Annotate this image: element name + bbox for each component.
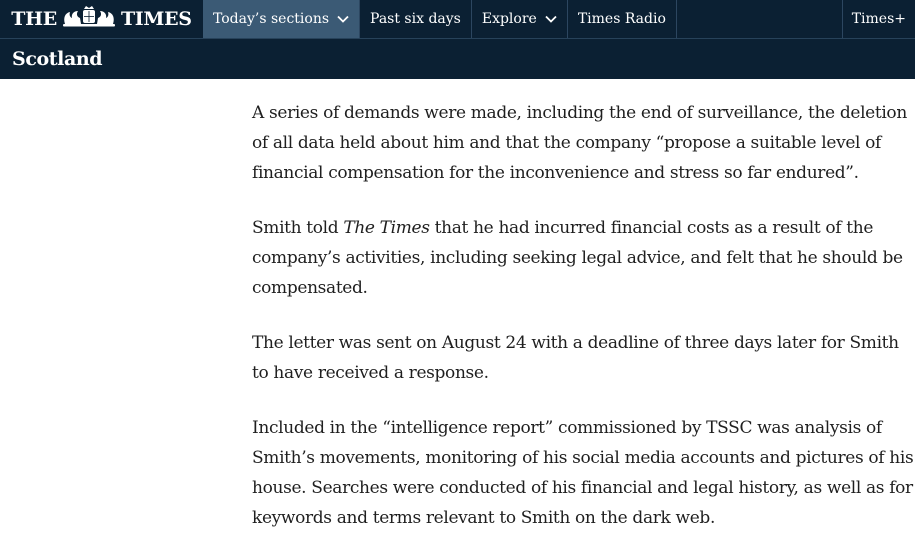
nav-past-six-days-label: Past six days	[370, 11, 461, 27]
nav-todays-sections[interactable]	[203, 0, 360, 38]
times-logo[interactable]	[0, 0, 203, 38]
nav-spacer	[677, 0, 842, 38]
article-body	[252, 98, 914, 558]
nav-explore[interactable]	[472, 0, 568, 38]
article-paragraph	[252, 213, 914, 303]
nav-times-radio[interactable]	[568, 0, 677, 38]
nav-times-plus[interactable]	[842, 0, 915, 38]
top-navigation-bar	[0, 0, 915, 39]
paragraph-text: Smith told	[252, 218, 344, 238]
chevron-down-icon	[337, 15, 349, 23]
section-title[interactable]: Scotland	[12, 48, 103, 70]
article-paragraph: A series of demands were made, including the end of surveillance, the deletion of all data held about him and that the company “propose a suitable level of financial compensation for the inconvenience and stress so far endured”.	[252, 103, 907, 183]
paragraph-text: that he had incurred financial costs as a result of the company’s activities, including seeking legal advice, and felt that he should be compensated.	[252, 218, 903, 298]
logo-word-times: TIMES	[120, 8, 192, 30]
nav-explore-label: Explore	[481, 11, 537, 27]
article-paragraph: Included in the “intelligence report” commissioned by TSSC was analysis of Smith’s movements, monitoring of his social media accounts and pictures of his house. Searches were conducted of his financial and legal history, as well as for keywords and terms relevant to Smith on the dark web.	[252, 418, 914, 528]
nav-times-plus-label: Times+	[851, 11, 906, 27]
section-header-bar	[0, 39, 915, 79]
article-paragraph: The letter was sent on August 24 with a deadline of three days later for Smith to have received a response.	[252, 333, 899, 383]
nav-past-six-days[interactable]	[360, 0, 472, 38]
chevron-down-icon	[545, 15, 557, 23]
royal-crest-icon	[59, 6, 119, 33]
publication-name: The Times	[343, 218, 430, 238]
nav-times-radio-label: Times Radio	[577, 11, 666, 27]
nav-todays-sections-label: Today’s sections	[213, 11, 330, 27]
logo-word-the: THE	[11, 8, 57, 30]
